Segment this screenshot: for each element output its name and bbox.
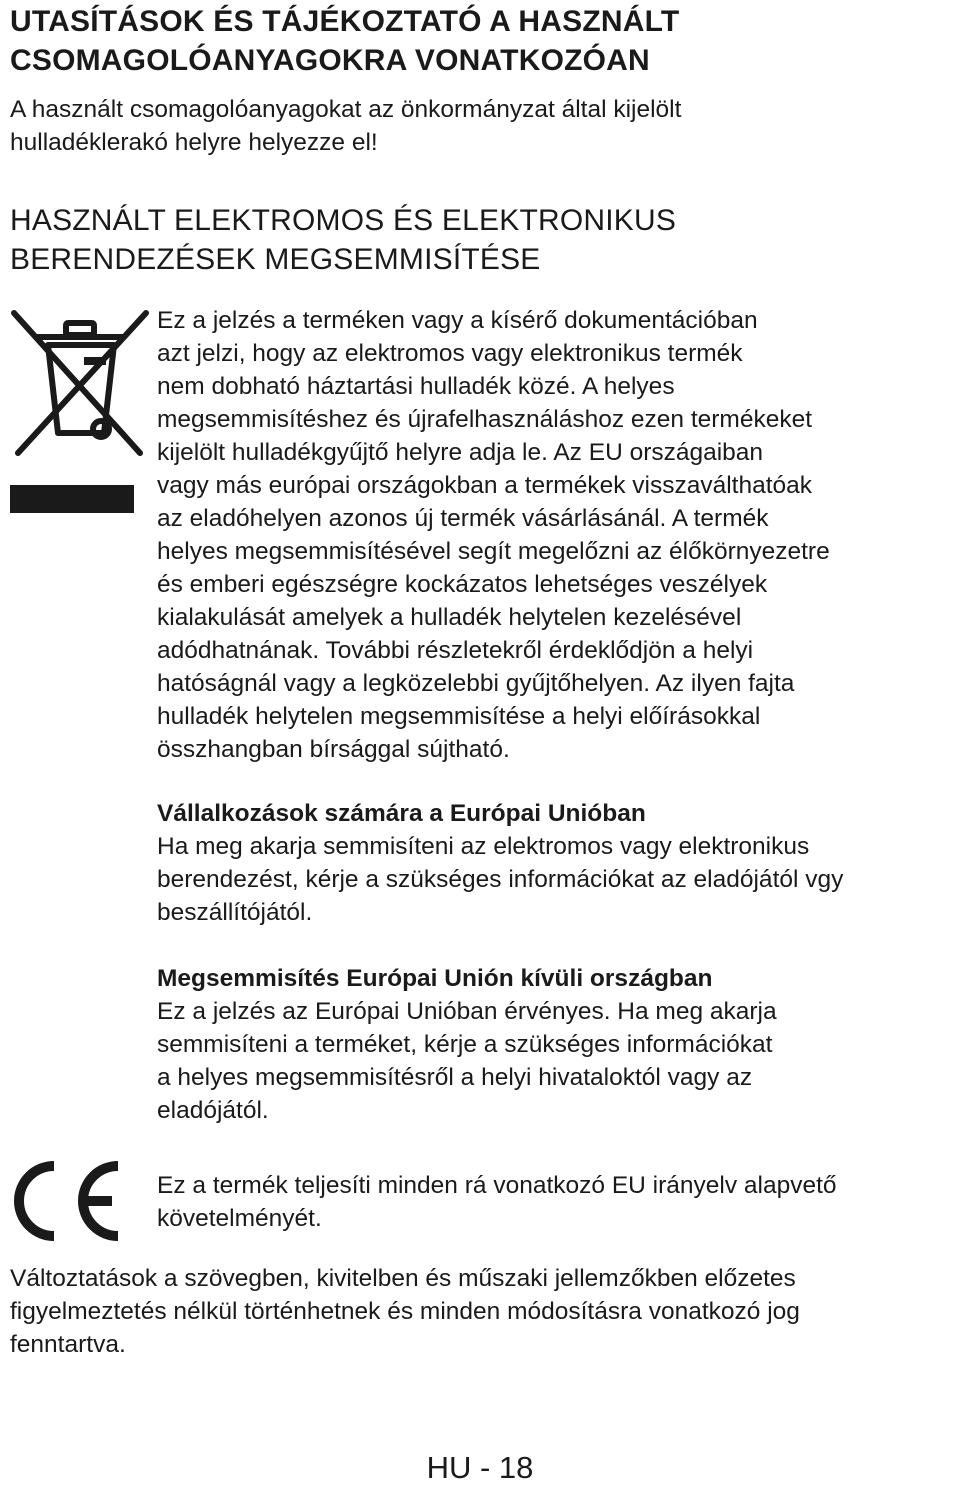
- disclaimer-text-line: fenntartva.: [10, 1331, 126, 1358]
- weee-heading-line: BERENDEZÉSEK MEGSEMMISÍTÉSE: [10, 243, 541, 276]
- weee-text-line: helyes megsemmisítésével segít megelőzni az élőkörnyezetre: [157, 538, 830, 565]
- weee-text-line: és emberi egészségre kockázatos lehetséges veszélyek: [157, 571, 768, 598]
- outside-eu-title: Megsemmisítés Európai Unión kívüli országban: [157, 965, 713, 992]
- outside-eu-text-line: eladójától.: [157, 1097, 269, 1124]
- weee-text-line: azt jelzi, hogy az elektromos vagy elektronikus termék: [157, 340, 743, 367]
- disclaimer-text-line: figyelmeztetés nélkül történhetnek és minden módosításra vonatkozó jog: [10, 1298, 800, 1325]
- disclaimer-text: [10, 1262, 800, 1361]
- outside-eu-text-line: a helyes megsemmisítésről a helyi hivataloktól vagy az: [157, 1064, 753, 1091]
- business-text-line: beszállítójától.: [157, 899, 313, 926]
- packaging-text-line: A használt csomagolóanyagokat az önkormányzat által kijelölt: [10, 96, 682, 123]
- crossed-out-wheeled-bin-icon: [8, 305, 152, 515]
- weee-heading: [10, 201, 676, 279]
- business-text-line: berendezést, kérje a szükséges információkat az eladójától vgy: [157, 866, 844, 893]
- weee-text-line: megsemmisítéshez és újrafelhasználáshoz ezen termékeket: [157, 406, 813, 433]
- ce-text: [157, 1169, 837, 1235]
- weee-heading-line: HASZNÁLT ELEKTROMOS ÉS ELEKTRONIKUS: [10, 204, 677, 237]
- weee-text-line: hulladék helytelen megsemmisítése a helyi előírásokkal: [157, 703, 761, 730]
- weee-text: [157, 304, 830, 766]
- ce-text-line: követelményét.: [157, 1205, 322, 1232]
- business-section: [157, 797, 957, 929]
- ce-mark-icon: [10, 1160, 122, 1242]
- business-text-line: Ha meg akarja semmisíteni az elektromos vagy elektronikus: [157, 833, 810, 860]
- packaging-heading-line: CSOMAGOLÓANYAGOKRA VONATKOZÓAN: [10, 44, 650, 77]
- packaging-heading: [10, 2, 679, 80]
- weee-text-line: vagy más európai országokban a termékek visszaválthatóak: [157, 472, 813, 499]
- packaging-heading-line: UTASÍTÁSOK ÉS TÁJÉKOZTATÓ A HASZNÁLT: [10, 5, 680, 38]
- weee-text-line: az eladóhelyen azonos új termék vásárlásánál. A termék: [157, 505, 769, 532]
- weee-text-line: összhangban bírsággal sújtható.: [157, 736, 510, 763]
- weee-text-line: hatóságnál vagy a legközelebbi gyűjtőhelyen. Az ilyen fajta: [157, 670, 795, 697]
- disclaimer-text-line: Változtatások a szövegben, kivitelben és műszaki jellemzőkben előzetes: [10, 1265, 796, 1292]
- packaging-text-line: hulladéklerakó helyre helyezze el!: [10, 129, 378, 156]
- weee-text-line: Ez a jelzés a terméken vagy a kísérő dokumentációban: [157, 307, 758, 334]
- outside-eu-section: [157, 962, 957, 1127]
- outside-eu-text: [157, 995, 957, 1127]
- weee-text-line: kijelölt hulladékgyűjtő helyre adja le. Az EU országaiban: [157, 439, 764, 466]
- business-title: Vállalkozások számára a Európai Unióban: [157, 800, 646, 827]
- business-text: [157, 830, 957, 929]
- outside-eu-text-line: Ez a jelzés az Európai Unióban érvényes. Ha meg akarja: [157, 998, 777, 1025]
- page-number: HU - 18: [426, 1450, 534, 1485]
- weee-text-line: kialakulását amelyek a hulladék helytelen kezelésével: [157, 604, 742, 631]
- ce-text-line: Ez a termék teljesíti minden rá vonatkozó EU irányelv alapvető: [157, 1172, 837, 1199]
- outside-eu-text-line: semmisíteni a terméket, kérje a szükséges információkat: [157, 1031, 773, 1058]
- weee-text-line: adódhatnának. További részletekről érdeklődjön a helyi: [157, 637, 754, 664]
- packaging-text: [10, 93, 681, 159]
- weee-text-line: nem dobható háztartási hulladék közé. A helyes: [157, 373, 675, 400]
